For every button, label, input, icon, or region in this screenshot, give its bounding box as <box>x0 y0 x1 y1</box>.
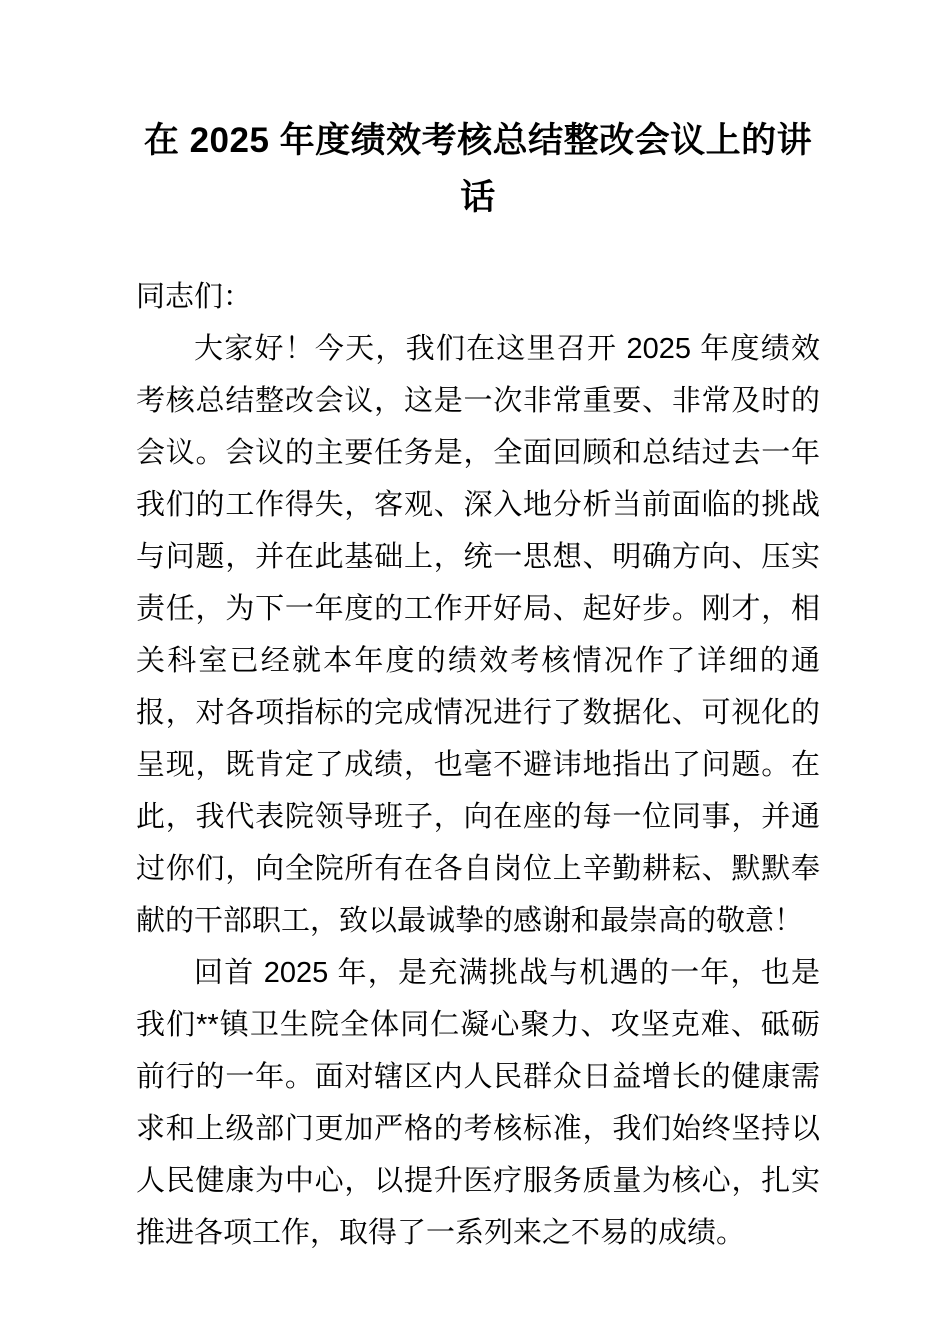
paragraph-2: 回首 2025 年，是充满挑战与机遇的一年，也是我们**镇卫生院全体同仁凝心聚力、攻坚克难、砥砺前行的一年。面对辖区内人民群众日益增长的健康需求和上级部门更加严格的考核标准，我们始终坚持以人民健康为中心，以提升医疗服务质量为核心，扎实推进各项工作，取得了一系列来之不易的成绩。 <box>136 957 820 1249</box>
document-body <box>136 0 820 1259</box>
document-title: 在 2025 年度绩效考核总结整改会议上的讲话 <box>143 121 813 217</box>
paragraph-1: 大家好！今天，我们在这里召开 2025 年度绩效考核总结整改会议，这是一次非常重要、非常及时的会议。会议的主要任务是，全面回顾和总结过去一年我们的工作得失，客观、深入地分析当前面临的挑战与问题，并在此基础上，统一思想、明确方向、压实责任，为下一年度的工作开好局、起好步。刚才，相关科室已经就本年度的绩效考核情况作了详细的通报，对各项指标的完成情况进行了数据化、可视化的呈现，既肯定了成绩，也毫不避讳地指出了问题。在此，我代表院领导班子，向在座的每一位同事，并通过你们，向全院所有在各自岗位上辛勤耕耘、默默奉献的干部职工，致以最诚挚的感谢和最崇高的敬意！ <box>136 333 820 937</box>
salutation: 同志们： <box>136 281 253 313</box>
